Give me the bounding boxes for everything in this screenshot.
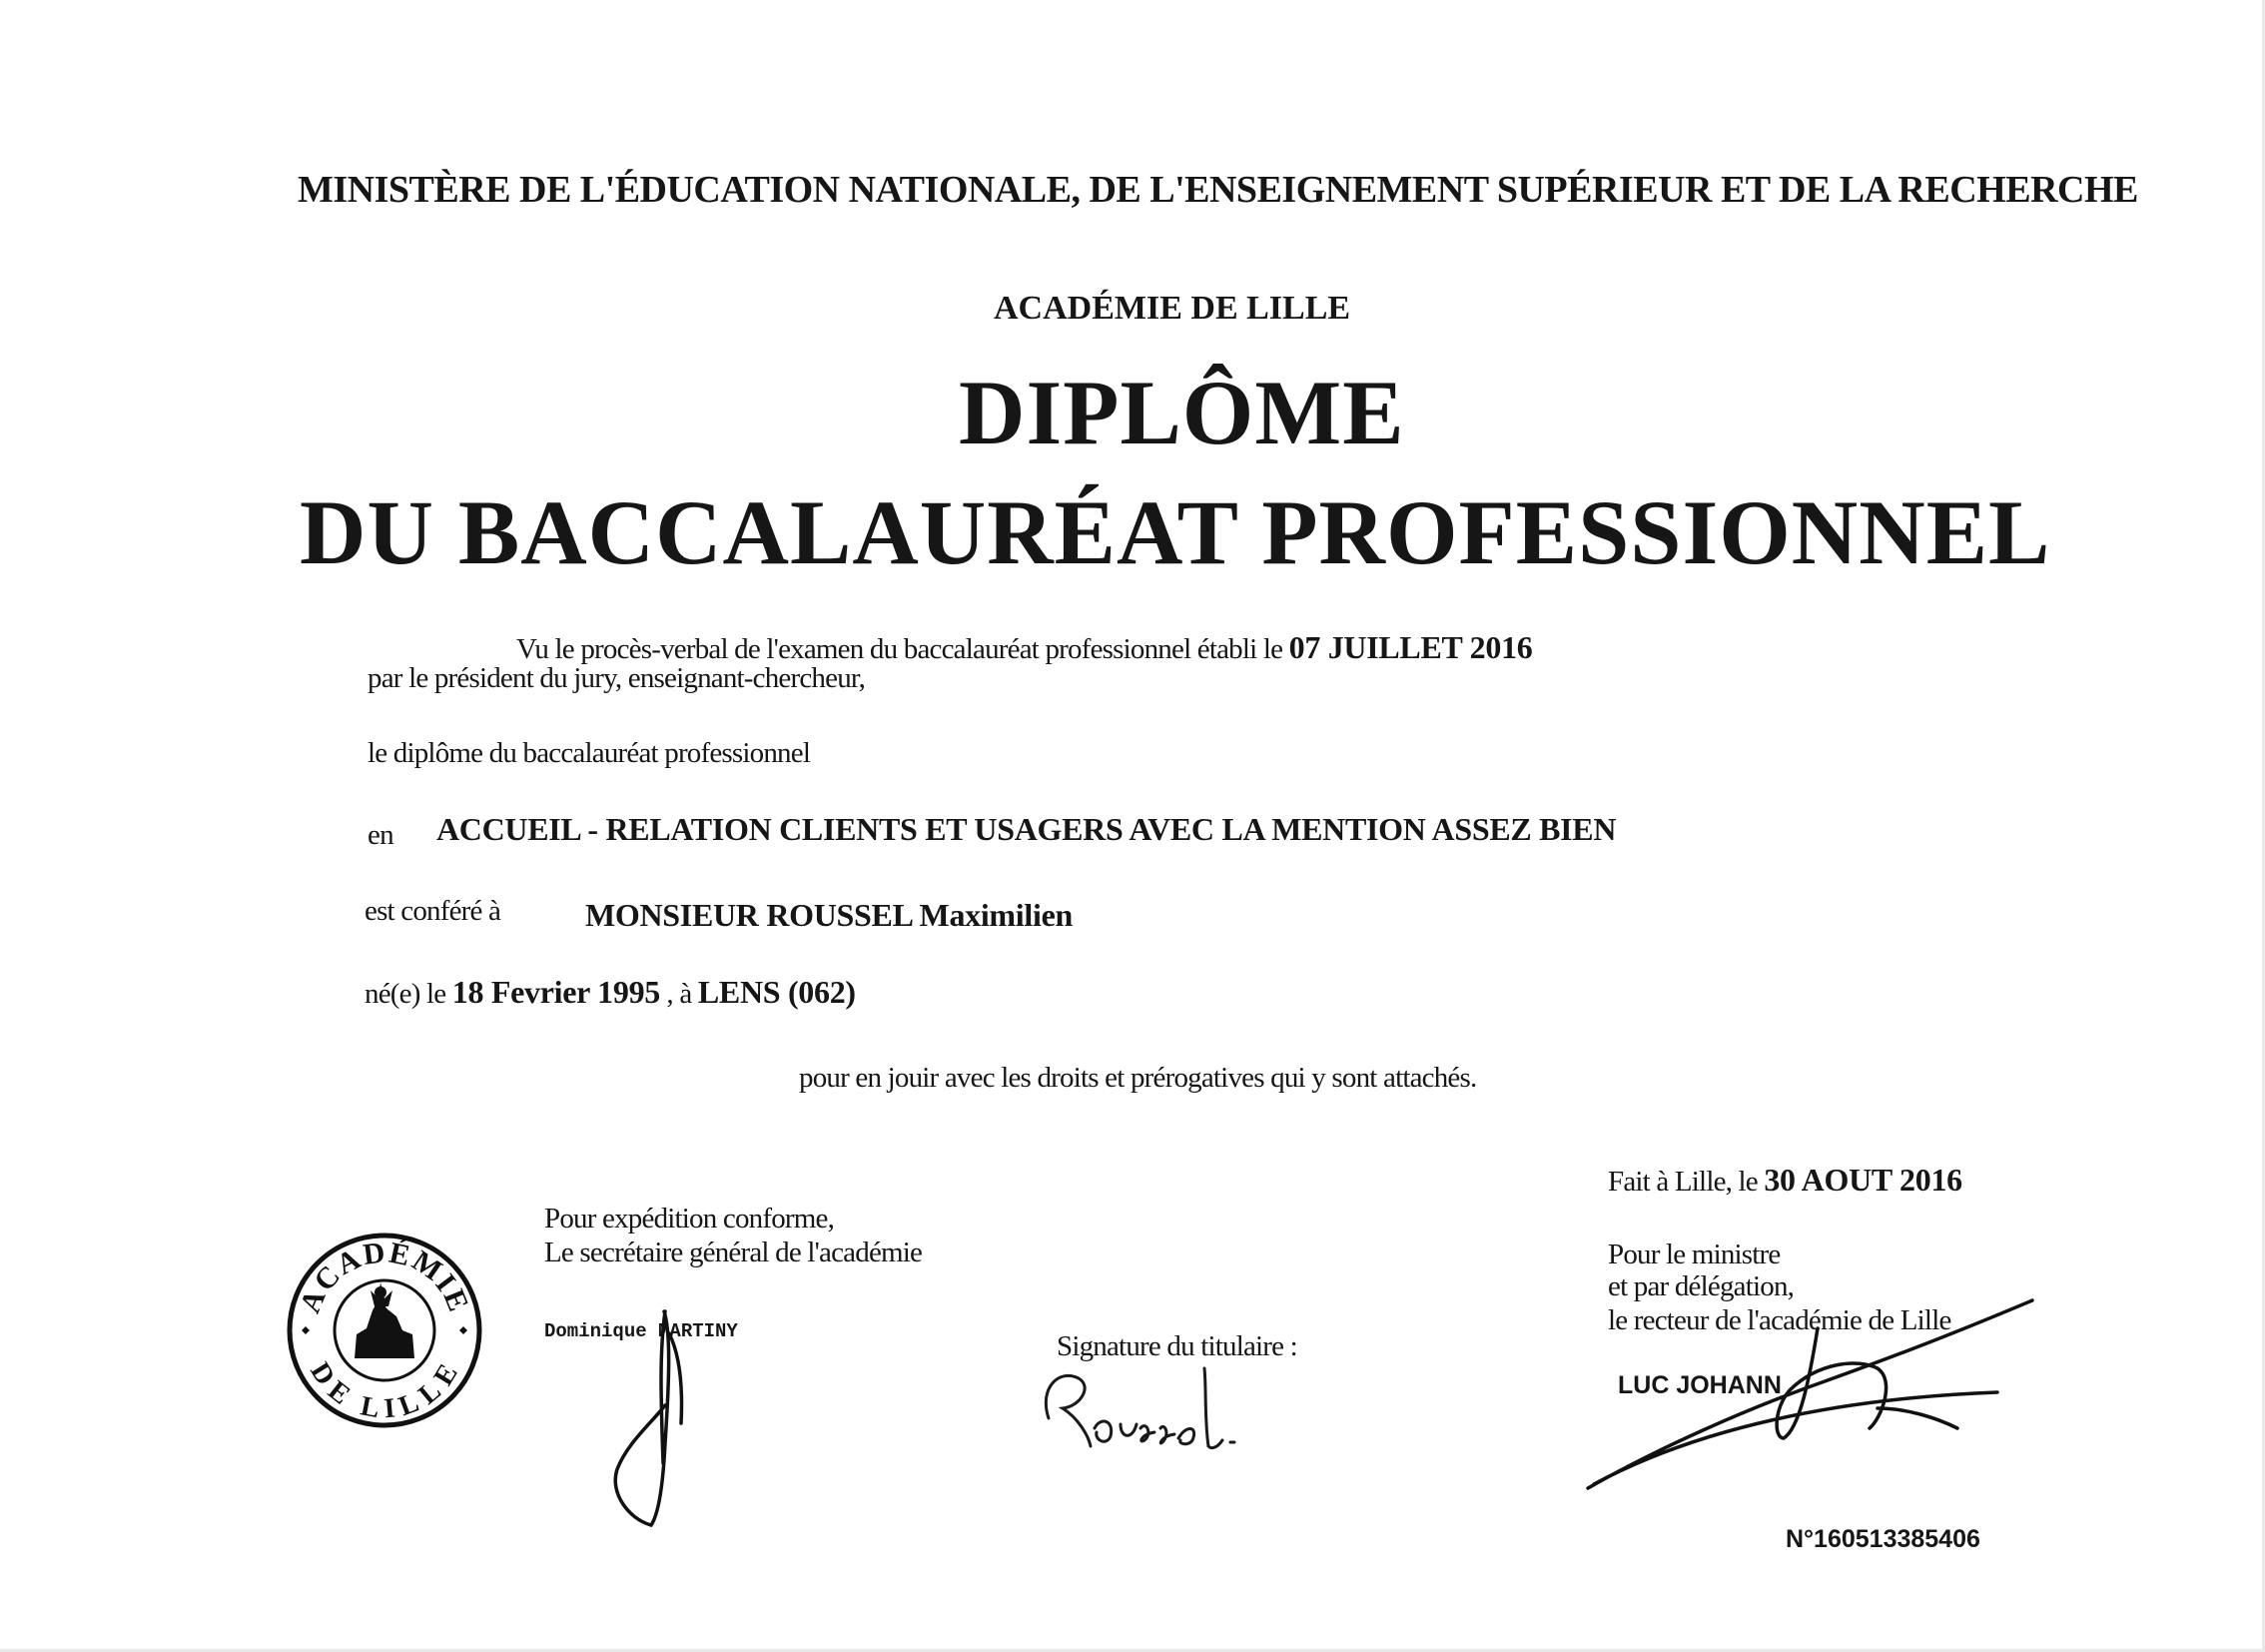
born-label: né(e) le bbox=[365, 978, 452, 1010]
right-signatory-line3: le recteur de l'académie de Lille bbox=[1608, 1304, 1951, 1336]
right-signatory-line2: et par délégation, bbox=[1608, 1270, 1795, 1302]
place-date-line bbox=[1608, 1162, 1962, 1199]
ministry-heading: MINISTÈRE DE L'ÉDUCATION NATIONALE, DE L'ENSEIGNEMENT SUPÉRIEUR ET DE LA RECHERCHE bbox=[298, 169, 2138, 211]
closing-line: pour en jouir avec les droits et prérogatives qui y sont attachés. bbox=[799, 1062, 1477, 1094]
confere-label: est conféré à bbox=[365, 895, 501, 927]
exam-date: 07 JUILLET 2016 bbox=[1288, 629, 1533, 665]
rector-name: LUC JOHANN bbox=[1618, 1371, 1782, 1399]
seal-bottom-text: DE LILLE bbox=[304, 1356, 465, 1425]
rector-signature bbox=[1578, 1288, 2047, 1508]
right-signatory-line1: Pour le ministre bbox=[1608, 1239, 1781, 1270]
academy-seal bbox=[285, 1231, 484, 1430]
serial-number: N°160513385406 bbox=[1786, 1525, 1980, 1553]
birth-line bbox=[365, 974, 856, 1011]
secretary-name: Dominique MARTINY bbox=[544, 1320, 738, 1342]
verbal-prefix: Vu le procès-verbal de l'examen du baccalauréat professionnel établi le bbox=[516, 633, 1289, 665]
left-signatory-line2: Le secrétaire général de l'académie bbox=[544, 1237, 923, 1268]
academy-heading: ACADÉMIE DE LILLE bbox=[994, 290, 1351, 327]
birth-place: LENS (062) bbox=[697, 974, 856, 1010]
seal-top-text: ACADÉMIE bbox=[293, 1236, 476, 1318]
issue-date: 30 AOUT 2016 bbox=[1764, 1162, 1962, 1198]
specialty-value: ACCUEIL - RELATION CLIENTS ET USAGERS AVEC LA MENTION ASSEZ BIEN bbox=[436, 811, 1617, 847]
holder-signature bbox=[1029, 1328, 1268, 1468]
diploma-title-line1: DIPLÔME bbox=[959, 362, 1405, 463]
diploma-line: le diplôme du baccalauréat professionnel bbox=[368, 737, 811, 769]
secretary-signature bbox=[599, 1293, 729, 1533]
birth-date: 18 Fevrier 1995 bbox=[451, 974, 660, 1010]
president-line: par le président du jury, enseignant-chercheur, bbox=[368, 662, 866, 694]
recipient-name: MONSIEUR ROUSSEL Maximilien bbox=[585, 897, 1073, 933]
verbal-line bbox=[516, 629, 1533, 666]
en-label: en bbox=[368, 819, 393, 851]
place-prefix: Fait à Lille, le bbox=[1608, 1166, 1765, 1198]
birth-place-sep: , à bbox=[659, 978, 698, 1010]
seal-emblem-icon bbox=[355, 1282, 414, 1358]
left-signatory-line1: Pour expédition conforme, bbox=[544, 1203, 835, 1235]
holder-signature-label: Signature du titulaire : bbox=[1057, 1330, 1297, 1362]
diploma-title-line2: DU BACCALAURÉAT PROFESSIONNEL bbox=[300, 481, 2051, 583]
